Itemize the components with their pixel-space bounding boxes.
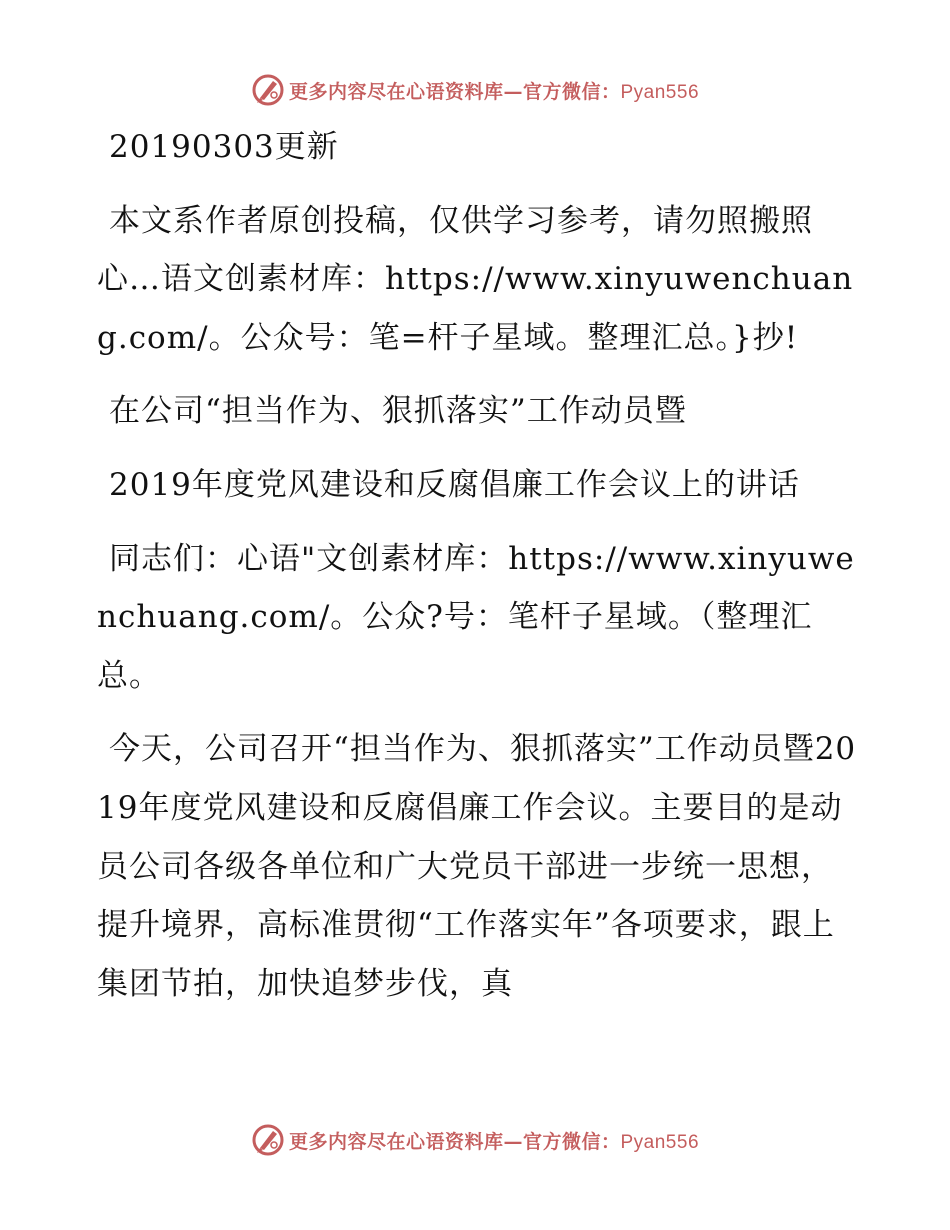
copyright-notice <box>97 192 857 368</box>
banner-text <box>289 1127 699 1154</box>
body-paragraph <box>97 720 857 1013</box>
document-body <box>97 118 857 1028</box>
body-paragraph-text: 今天，公司召开“担当作为、狠抓落实”工作动员暨2019年度党风建设和反腐倡廉工作会议。主要目的是动员公司各级各单位和广大党员干部进一步统一思想，提升境界，高标准贯彻“工作落实年”各项要求，跟上集团节拍，加快追梦步伐，真 <box>97 731 857 1002</box>
speech-title-line-2: 2019年度党风建设和反腐倡廉工作会议上的讲话 <box>109 466 800 503</box>
header-banner <box>0 70 950 110</box>
footer-banner <box>0 1120 950 1160</box>
salutation <box>97 530 857 706</box>
wechat-id: Pyan556 <box>620 1131 700 1153</box>
banner-label: 更多内容尽在心语资料库—官方微信： <box>288 1130 621 1153</box>
copyright-notice-text: 本文系作者原创投稿，仅供学习参考，请勿照搬照心…语文创素材库：https://www.xinyuwenchuang.com/。公众号：笔=杆子星域。整理汇总。}抄! <box>97 202 854 356</box>
quill-logo-icon <box>251 1123 285 1157</box>
banner-text <box>289 77 699 104</box>
salutation-text: 同志们：心语"文创素材库：https://www.xinyuwenchuang.com/。公众?号：笔杆子星域。（整理汇总。 <box>97 540 855 694</box>
banner-label: 更多内容尽在心语资料库—官方微信： <box>288 80 621 103</box>
update-date: 20190303更新 <box>109 129 339 165</box>
speech-title-line-1: 在公司“担当作为、狠抓落实”工作动员暨 <box>109 393 687 430</box>
quill-logo-icon <box>251 73 285 107</box>
wechat-id: Pyan556 <box>620 81 700 103</box>
